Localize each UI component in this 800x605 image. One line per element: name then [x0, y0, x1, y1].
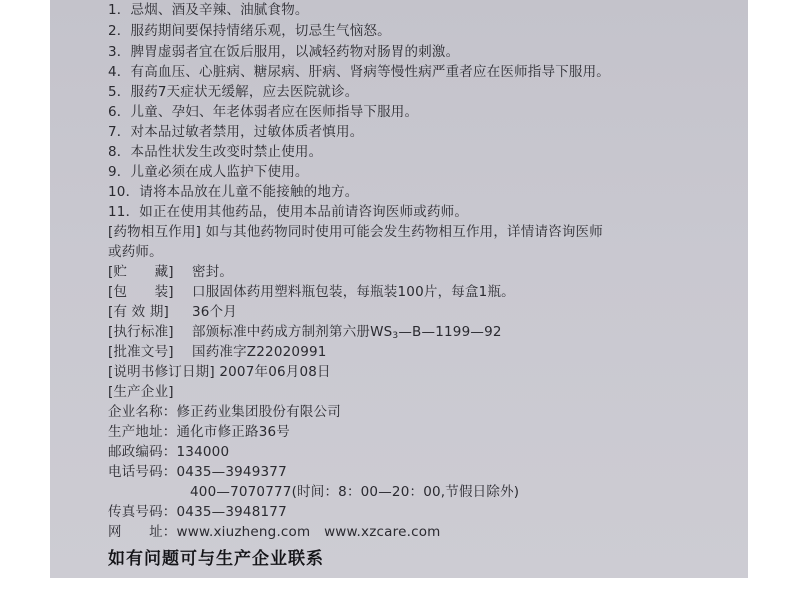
- revision-label: [说明书修订日期]: [108, 364, 215, 380]
- phone-value-2: 400—7070777(时间：8：00—20：00,节假日除外): [190, 484, 520, 500]
- fax-label: 传真号码：: [108, 504, 177, 520]
- interaction-text: 如与其他药物同时使用可能会发生药物相互作用，详情请咨询医师: [205, 224, 603, 240]
- standard-value-pre: 部颁标准中药成方制剂第六册WS: [192, 324, 393, 340]
- phone-row: [108, 460, 287, 480]
- warning-11: 11．如正在使用其他药品，使用本品前请咨询医师或药师。: [108, 204, 469, 220]
- phone-label: 电话号码：: [108, 464, 177, 480]
- interaction-label: [药物相互作用]: [108, 224, 202, 240]
- leaflet-sheet: [50, 0, 748, 578]
- website-label: 网 址：: [108, 524, 177, 540]
- warning-7: 7．对本品过敏者禁用，过敏体质者慎用。: [108, 124, 364, 140]
- revision-value: 2007年06月08日: [219, 364, 331, 380]
- standard-value-post: —B—1199—92: [398, 324, 502, 340]
- company-row: [108, 400, 341, 420]
- postcode-value: 134000: [176, 444, 230, 460]
- phone-value-1: 0435—3949377: [176, 464, 287, 480]
- address-value: 通化市修正路36号: [176, 424, 290, 440]
- warning-6: 6．儿童、孕妇、年老体弱者应在医师指导下服用。: [108, 104, 419, 120]
- revision-row: [108, 360, 331, 380]
- standard-label: [执行标准]: [108, 324, 174, 340]
- company-label: 企业名称：: [108, 404, 177, 420]
- package-label: [包 装]: [108, 284, 174, 300]
- validity-row: [108, 300, 237, 320]
- postcode-label: 邮政编码：: [108, 444, 177, 460]
- package-value: 口服固体药用塑料瓶包装，每瓶装100片，每盒1瓶。: [192, 284, 515, 300]
- warning-9: 9．儿童必须在成人监护下使用。: [108, 164, 309, 180]
- standard-row: [108, 320, 502, 341]
- validity-value: 36个月: [192, 304, 237, 320]
- warning-4: 4．有高血压、心脏病、糖尿病、肝病、肾病等慢性病严重者应在医师指导下服用。: [108, 64, 610, 80]
- postcode-row: [108, 440, 229, 460]
- warning-10: 10．请将本品放在儿童不能接触的地方。: [108, 184, 359, 200]
- package-row: [108, 280, 515, 300]
- storage-row: [108, 260, 233, 280]
- fax-row: [108, 500, 287, 520]
- warning-8: 8．本品性状发生改变时禁止使用。: [108, 144, 323, 160]
- interaction-row: [108, 220, 603, 240]
- storage-value: 密封。: [192, 264, 234, 280]
- warning-2: 2．服药期间要保持情绪乐观，切忌生气恼怒。: [108, 23, 391, 39]
- validity-label: [有 效 期]: [108, 304, 170, 320]
- approval-value: 国药准字Z22020991: [192, 344, 327, 360]
- warning-5: 5．服药7天症状无缓解，应去医院就诊。: [108, 84, 359, 100]
- storage-label: [贮 藏]: [108, 264, 174, 280]
- fax-value: 0435—3948177: [176, 504, 287, 520]
- company-value: 修正药业集团股份有限公司: [176, 404, 341, 420]
- warning-1: 1．忌烟、酒及辛辣、油腻食物。: [108, 2, 309, 18]
- manufacturer-header: [生产企业]: [108, 384, 174, 400]
- approval-label: [批准文号]: [108, 344, 174, 360]
- standard-value-sub: 3: [392, 331, 399, 341]
- website-value: www.xiuzheng.com www.xzcare.com: [176, 524, 441, 540]
- address-label: 生产地址：: [108, 424, 177, 440]
- interaction-text-cont: 或药师。: [108, 244, 163, 260]
- approval-row: [108, 340, 327, 360]
- website-row: [108, 520, 441, 540]
- address-row: [108, 420, 290, 440]
- warning-3: 3．脾胃虚弱者宜在饭后服用，以减轻药物对肠胃的刺激。: [108, 44, 460, 60]
- contact-note: 如有问题可与生产企业联系: [108, 549, 324, 569]
- standard-value: [192, 324, 502, 340]
